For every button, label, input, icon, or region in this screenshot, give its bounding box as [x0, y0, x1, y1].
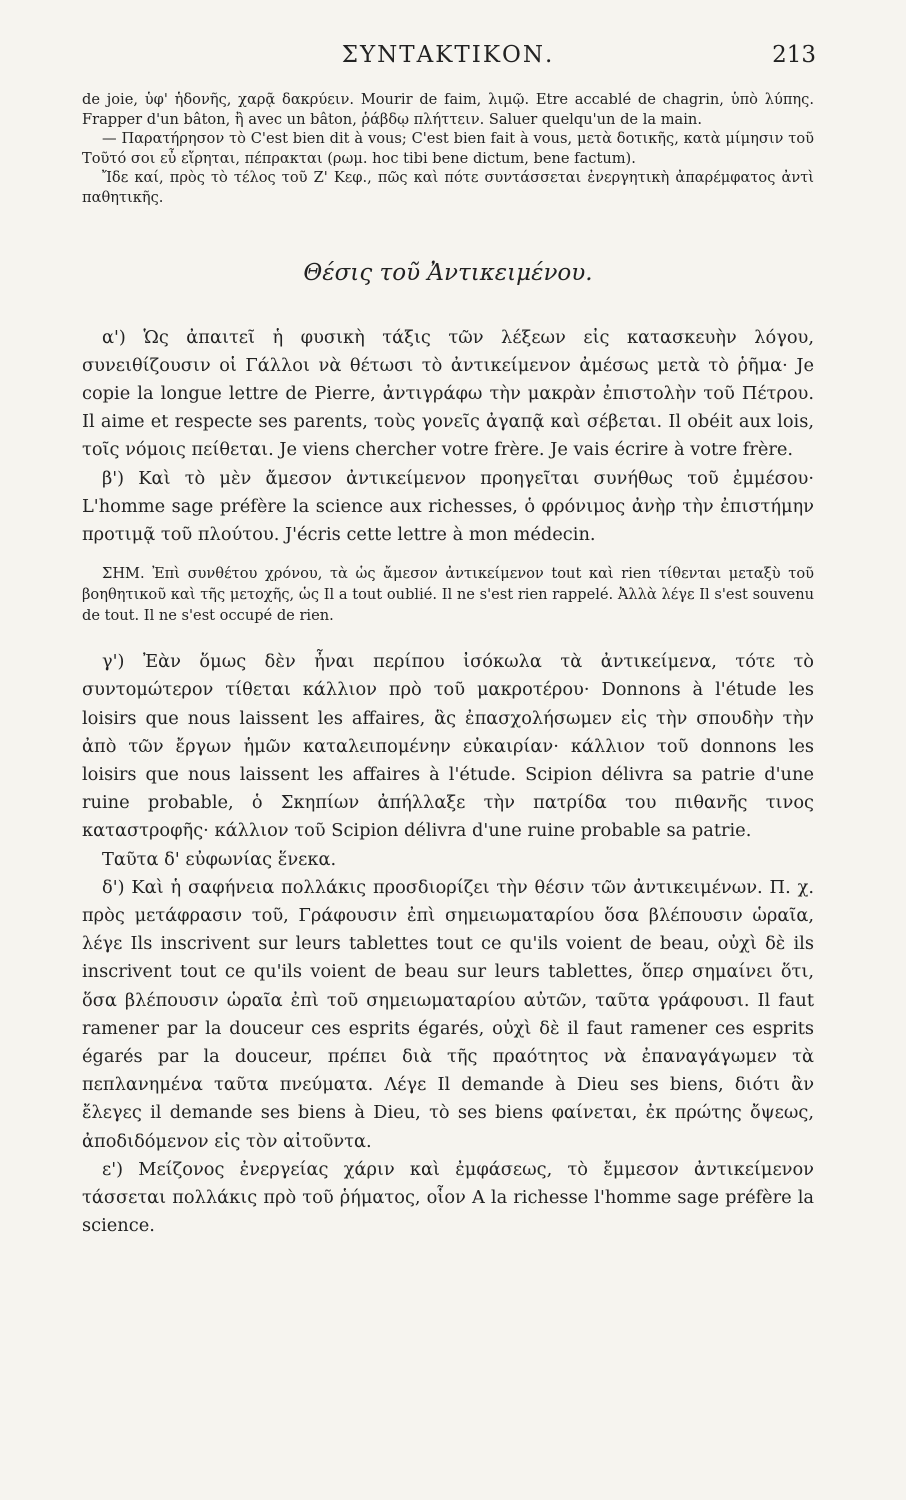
page-number: 213 [772, 42, 816, 68]
intro-paragraph-2: — Παρατήρησον τὸ C'est bien dit à vous; C'est bien fait à vous, μετὰ δοτικῆς, κατὰ μίμησιν τοῦ Τοῦτό σοι εὖ εἴρηται, πέπρακται (ρωμ. hoc tibi bene dictum, bene factum). [82, 130, 814, 167]
paragraph-epsilon: ε') Μείζονος ἐνεργείας χάριν καὶ ἐμφάσεως, τὸ ἔμμεσον ἀντικείμενον τάσσεται πολλάκις πρὸ τοῦ ῥήματος, οἷον A la richesse l'homme sage préfère la science. [82, 1158, 814, 1237]
paragraph-alpha: α') Ὡς ἀπαιτεῖ ἡ φυσικὴ τάξις τῶν λέξεων εἰς κατασκευὴν λόγου, συνειθίζουσιν οἱ Γάλλοι νὰ θέτωσι τὸ ἀντικείμενον ἀμέσως μετὰ τὸ ῥῆμα· Je copie la longue lettre de Pierre, ἀντιγράφω τὴν μακρὰν ἐπιστολὴν τοῦ Πέτρου. Il aime et respecte ses parents, τοὺς γονεῖς ἀγαπᾷ καὶ σέβεται. Il obéit aux lois, τοῖς νόμοις πείθεται. Je viens chercher votre frère. Je vais écrire à votre frère. [82, 326, 814, 461]
intro-paragraph-3: Ἴδε καί, πρὸς τὸ τέλος τοῦ Ζ' Κεφ., πῶς καὶ πότε συντάσσεται ἐνεργητικὴ ἀπαρέμφατος ἀντὶ παθητικῆς. [82, 169, 814, 206]
page-header [82, 0, 814, 70]
running-title: ΣΥΝΤΑΚΤΙΚΟΝ. [341, 42, 555, 68]
note-section [82, 563, 814, 626]
main-text [82, 324, 814, 550]
paragraph-gamma-tail: Ταῦτα δ' εὐφωνίας ἕνεκα. [102, 848, 337, 870]
main-text-continued [82, 648, 814, 1240]
note-paragraph: ΣΗΜ. Ἐπὶ συνθέτου χρόνου, τὰ ὡς ἄμεσον ἀντικείμενον tout καὶ rien τίθενται μεταξὺ τοῦ βοηθητικοῦ καὶ τῆς μετοχῆς, ὡς Il a tout oublié. Il ne s'est rien rappelé. Ἀλλὰ λέγε Il s'est souvenu de tout. Il ne s'est occupé de rien. [82, 565, 814, 625]
paragraph-beta: β') Καὶ τὸ μὲν ἄμεσον ἀντικείμενον προηγεῖται συνήθως τοῦ ἐμμέσου· L'homme sage préfère la science aux richesses, ὁ φρόνιμος ἀνὴρ τὴν ἐπιστήμην προτιμᾷ τοῦ πλούτου. J'écris cette lettre à mon médecin. [82, 467, 814, 545]
paragraph-delta: δ') Καὶ ἡ σαφήνεια πολλάκις προσδιορίζει τὴν θέσιν τῶν ἀντικειμένων. Π. χ. πρὸς μετάφρασιν τοῦ, Γράφουσιν ἐπὶ σημειωματαρίου ὅσα βλέπουσιν ὡραῖα, λέγε Ils inscrivent sur leurs tablettes tout ce qu'ils voient de beau, οὐχὶ δὲ ils inscrivent tout ce qu'ils voient de beau sur leurs tablettes, ὅπερ σημαίνει ὅτι, ὅσα βλέπουσιν ὡραῖα ἐπὶ τοῦ σημειωματαρίου αὐτῶν, ταῦτα γράφουσι. Il faut ramener par la douceur ces esprits égarés, οὐχὶ δὲ il faut ramener ces esprits égarés par la douceur, πρέπει διὰ τῆς πραότητος νὰ ἐπαναγάγωμεν τὰ πεπλανημένα ταῦτα πνεύματα. Λέγε Il demande à Dieu ses biens, διότι ἂν ἔλεγες il demande ses biens à Dieu, τὸ ses biens φαίνεται, ἐκ πρώτης ὄψεως, ἀποδιδόμενον εἰς τὸν αἰτοῦντα. [82, 876, 814, 1152]
section-heading: Θέσις τοῦ Ἀντικειμένου. [303, 259, 593, 286]
intro-paragraph-1: de joie, ὑφ' ἡδονῆς, χαρᾷ δακρύειν. Mourir de faim, λιμῷ. Etre accablé de chagrin, ὑπὸ λύπης. Frapper d'un bâton, ἢ avec un bâton, ῥάβδῳ πλήττειν. Saluer quelqu'un de la main. [82, 91, 814, 128]
intro-section [82, 90, 814, 208]
paragraph-gamma: γ') Ἐὰν ὅμως δὲν ἦναι περίπου ἰσόκωλα τὰ ἀντικείμενα, τότε τὸ συντομώτερον τίθεται κάλλιον πρὸ τοῦ μακροτέρου· Donnons à l'étude les loisirs que nous laissent les affaires, ἃς ἐπασχολήσωμεν εἰς τὴν σπουδὴν τὴν ἀπὸ τῶν ἔργων ἡμῶν καταλειπομένην εὐκαιρίαν· κάλλιον τοῦ donnons les loisirs que nous laissent les affaires à l'étude. Scipion délivra sa patrie d'une ruine probable, ὁ Σκηπίων ἀπήλλαξε τὴν πατρίδα του πιθανῆς τινος καταστροφῆς· κάλλιον τοῦ Scipion délivra d'une ruine probable sa patrie. [82, 651, 814, 842]
